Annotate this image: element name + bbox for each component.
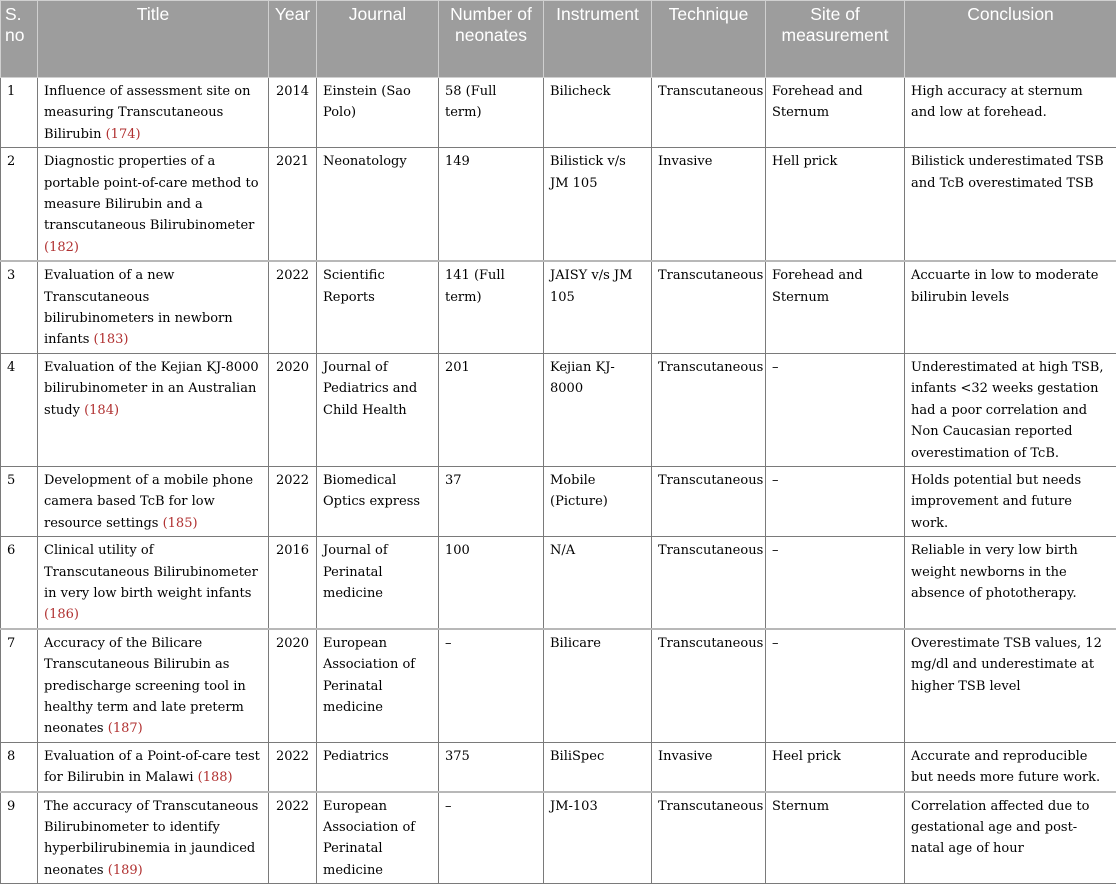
cell-site: Heel prick [766, 742, 905, 791]
table-row [1, 261, 1116, 353]
cell-site: – [766, 353, 905, 466]
header-neonates: Number of neonates [439, 1, 544, 78]
reference-link[interactable]: (185) [163, 516, 198, 531]
table-row [1, 78, 1116, 148]
table-row [1, 792, 1116, 884]
cell-journal: Biomedical Optics express [317, 466, 439, 536]
cell-instrument: JM-103 [544, 792, 652, 884]
cell-year: 2020 [269, 629, 317, 743]
reference-link[interactable]: (174) [106, 127, 141, 142]
header-technique: Technique [652, 1, 766, 78]
cell-conclusion: Underestimated at high TSB, infants <32 weeks gestation had a poor correlation and Non Caucasian reported overestimation of TcB. [905, 353, 1116, 466]
reference-link[interactable]: (187) [108, 721, 143, 736]
cell-title [38, 261, 269, 353]
header-journal: Journal [317, 1, 439, 78]
title-text: Evaluation of a new Transcutaneous bilirubinometers in newborn infants [44, 268, 233, 347]
cell-title [38, 78, 269, 148]
cell-neonates: 37 [439, 466, 544, 536]
table-row [1, 148, 1116, 262]
cell-journal: Pediatrics [317, 742, 439, 791]
header-row [1, 1, 1116, 78]
title-text: Accuracy of the Bilicare Transcutaneous Bilirubin as predischarge screening tool in healthy term and late preterm neonates [44, 636, 246, 737]
header-instrument: Instrument [544, 1, 652, 78]
cell-journal: European Association of Perinatal medicine [317, 792, 439, 884]
cell-sno: 2 [1, 148, 38, 262]
cell-neonates: – [439, 792, 544, 884]
reference-link[interactable]: (188) [198, 770, 233, 785]
cell-title [38, 148, 269, 262]
cell-title [38, 353, 269, 466]
cell-technique: Invasive [652, 742, 766, 791]
table-row [1, 353, 1116, 466]
cell-sno: 5 [1, 466, 38, 536]
cell-sno: 7 [1, 629, 38, 743]
cell-instrument: BiliSpec [544, 742, 652, 791]
cell-site: – [766, 466, 905, 536]
cell-technique: Transcutaneous [652, 792, 766, 884]
cell-instrument: JAISY v/s JM 105 [544, 261, 652, 353]
table-row [1, 629, 1116, 743]
table-row [1, 742, 1116, 791]
cell-conclusion: Correlation affected due to gestational age and post-natal age of hour [905, 792, 1116, 884]
cell-technique: Transcutaneous [652, 629, 766, 743]
cell-sno: 9 [1, 792, 38, 884]
cell-site: Forehead and Sternum [766, 261, 905, 353]
cell-conclusion: Overestimate TSB values, 12 mg/dl and underestimate at higher TSB level [905, 629, 1116, 743]
cell-site: Hell prick [766, 148, 905, 262]
title-text: Clinical utility of Transcutaneous Bilirubinometer in very low birth weight infants [44, 543, 258, 601]
cell-instrument: Mobile (Picture) [544, 466, 652, 536]
cell-sno: 4 [1, 353, 38, 466]
cell-technique: Invasive [652, 148, 766, 262]
title-text: Evaluation of the Kejian KJ-8000 bilirubinometer in an Australian study [44, 360, 259, 418]
cell-neonates: 149 [439, 148, 544, 262]
cell-title [38, 742, 269, 791]
header-site: Site of measurement [766, 1, 905, 78]
cell-site: – [766, 629, 905, 743]
cell-technique: Transcutaneous [652, 78, 766, 148]
cell-title [38, 537, 269, 629]
reference-link[interactable]: (186) [44, 607, 79, 622]
cell-year: 2022 [269, 466, 317, 536]
cell-conclusion: Holds potential but needs improvement and future work. [905, 466, 1116, 536]
cell-year: 2014 [269, 78, 317, 148]
reference-link[interactable]: (182) [44, 240, 79, 255]
cell-journal: Journal of Perinatal medicine [317, 537, 439, 629]
table-row [1, 537, 1116, 629]
cell-conclusion: Bilistick underestimated TSB and TcB overestimated TSB [905, 148, 1116, 262]
header-year: Year [269, 1, 317, 78]
cell-technique: Transcutaneous [652, 261, 766, 353]
cell-conclusion: High accuracy at sternum and low at forehead. [905, 78, 1116, 148]
cell-journal: Journal of Pediatrics and Child Health [317, 353, 439, 466]
title-text: Diagnostic properties of a portable point-of-care method to measure Bilirubin and a transcutaneous Bilirubinometer [44, 154, 259, 233]
cell-neonates: – [439, 629, 544, 743]
cell-sno: 8 [1, 742, 38, 791]
cell-neonates: 201 [439, 353, 544, 466]
title-text: Influence of assessment site on measuring Transcutaneous Bilirubin [44, 84, 250, 142]
cell-year: 2020 [269, 353, 317, 466]
cell-conclusion: Accurate and reproducible but needs more future work. [905, 742, 1116, 791]
cell-site: Forehead and Sternum [766, 78, 905, 148]
cell-year: 2016 [269, 537, 317, 629]
cell-journal: Einstein (Sao Polo) [317, 78, 439, 148]
cell-title [38, 629, 269, 743]
cell-title [38, 466, 269, 536]
cell-neonates: 375 [439, 742, 544, 791]
cell-sno: 6 [1, 537, 38, 629]
cell-site: Sternum [766, 792, 905, 884]
table-body [1, 78, 1116, 884]
cell-sno: 1 [1, 78, 38, 148]
cell-year: 2021 [269, 148, 317, 262]
cell-year: 2022 [269, 792, 317, 884]
cell-instrument: N/A [544, 537, 652, 629]
cell-instrument: Bilicheck [544, 78, 652, 148]
cell-conclusion: Accuarte in low to moderate bilirubin levels [905, 261, 1116, 353]
cell-journal: European Association of Perinatal medicine [317, 629, 439, 743]
cell-title [38, 792, 269, 884]
header-title: Title [38, 1, 269, 78]
cell-instrument: Bilicare [544, 629, 652, 743]
cell-instrument: Bilistick v/s JM 105 [544, 148, 652, 262]
cell-year: 2022 [269, 261, 317, 353]
cell-conclusion: Reliable in very low birth weight newborns in the absence of phototherapy. [905, 537, 1116, 629]
header-conclusion: Conclusion [905, 1, 1116, 78]
cell-neonates: 58 (Full term) [439, 78, 544, 148]
cell-technique: Transcutaneous [652, 353, 766, 466]
cell-journal: Scientific Reports [317, 261, 439, 353]
cell-instrument: Kejian KJ-8000 [544, 353, 652, 466]
title-text: Evaluation of a Point-of-care test for Bilirubin in Malawi [44, 749, 260, 785]
cell-technique: Transcutaneous [652, 537, 766, 629]
cell-technique: Transcutaneous [652, 466, 766, 536]
table-header [1, 1, 1116, 78]
reference-link[interactable]: (183) [94, 332, 129, 347]
title-text: The accuracy of Transcutaneous Bilirubinometer to identify hyperbilirubinemia in jaundiced neonates [44, 799, 258, 878]
cell-sno: 3 [1, 261, 38, 353]
table-row [1, 466, 1116, 536]
reference-link[interactable]: (184) [84, 403, 119, 418]
cell-neonates: 141 (Full term) [439, 261, 544, 353]
cell-site: – [766, 537, 905, 629]
title-text: Development of a mobile phone camera based TcB for low resource settings [44, 473, 253, 531]
header-sno: S. no [1, 1, 38, 78]
reference-link[interactable]: (189) [108, 863, 143, 878]
cell-journal: Neonatology [317, 148, 439, 262]
cell-neonates: 100 [439, 537, 544, 629]
cell-year: 2022 [269, 742, 317, 791]
